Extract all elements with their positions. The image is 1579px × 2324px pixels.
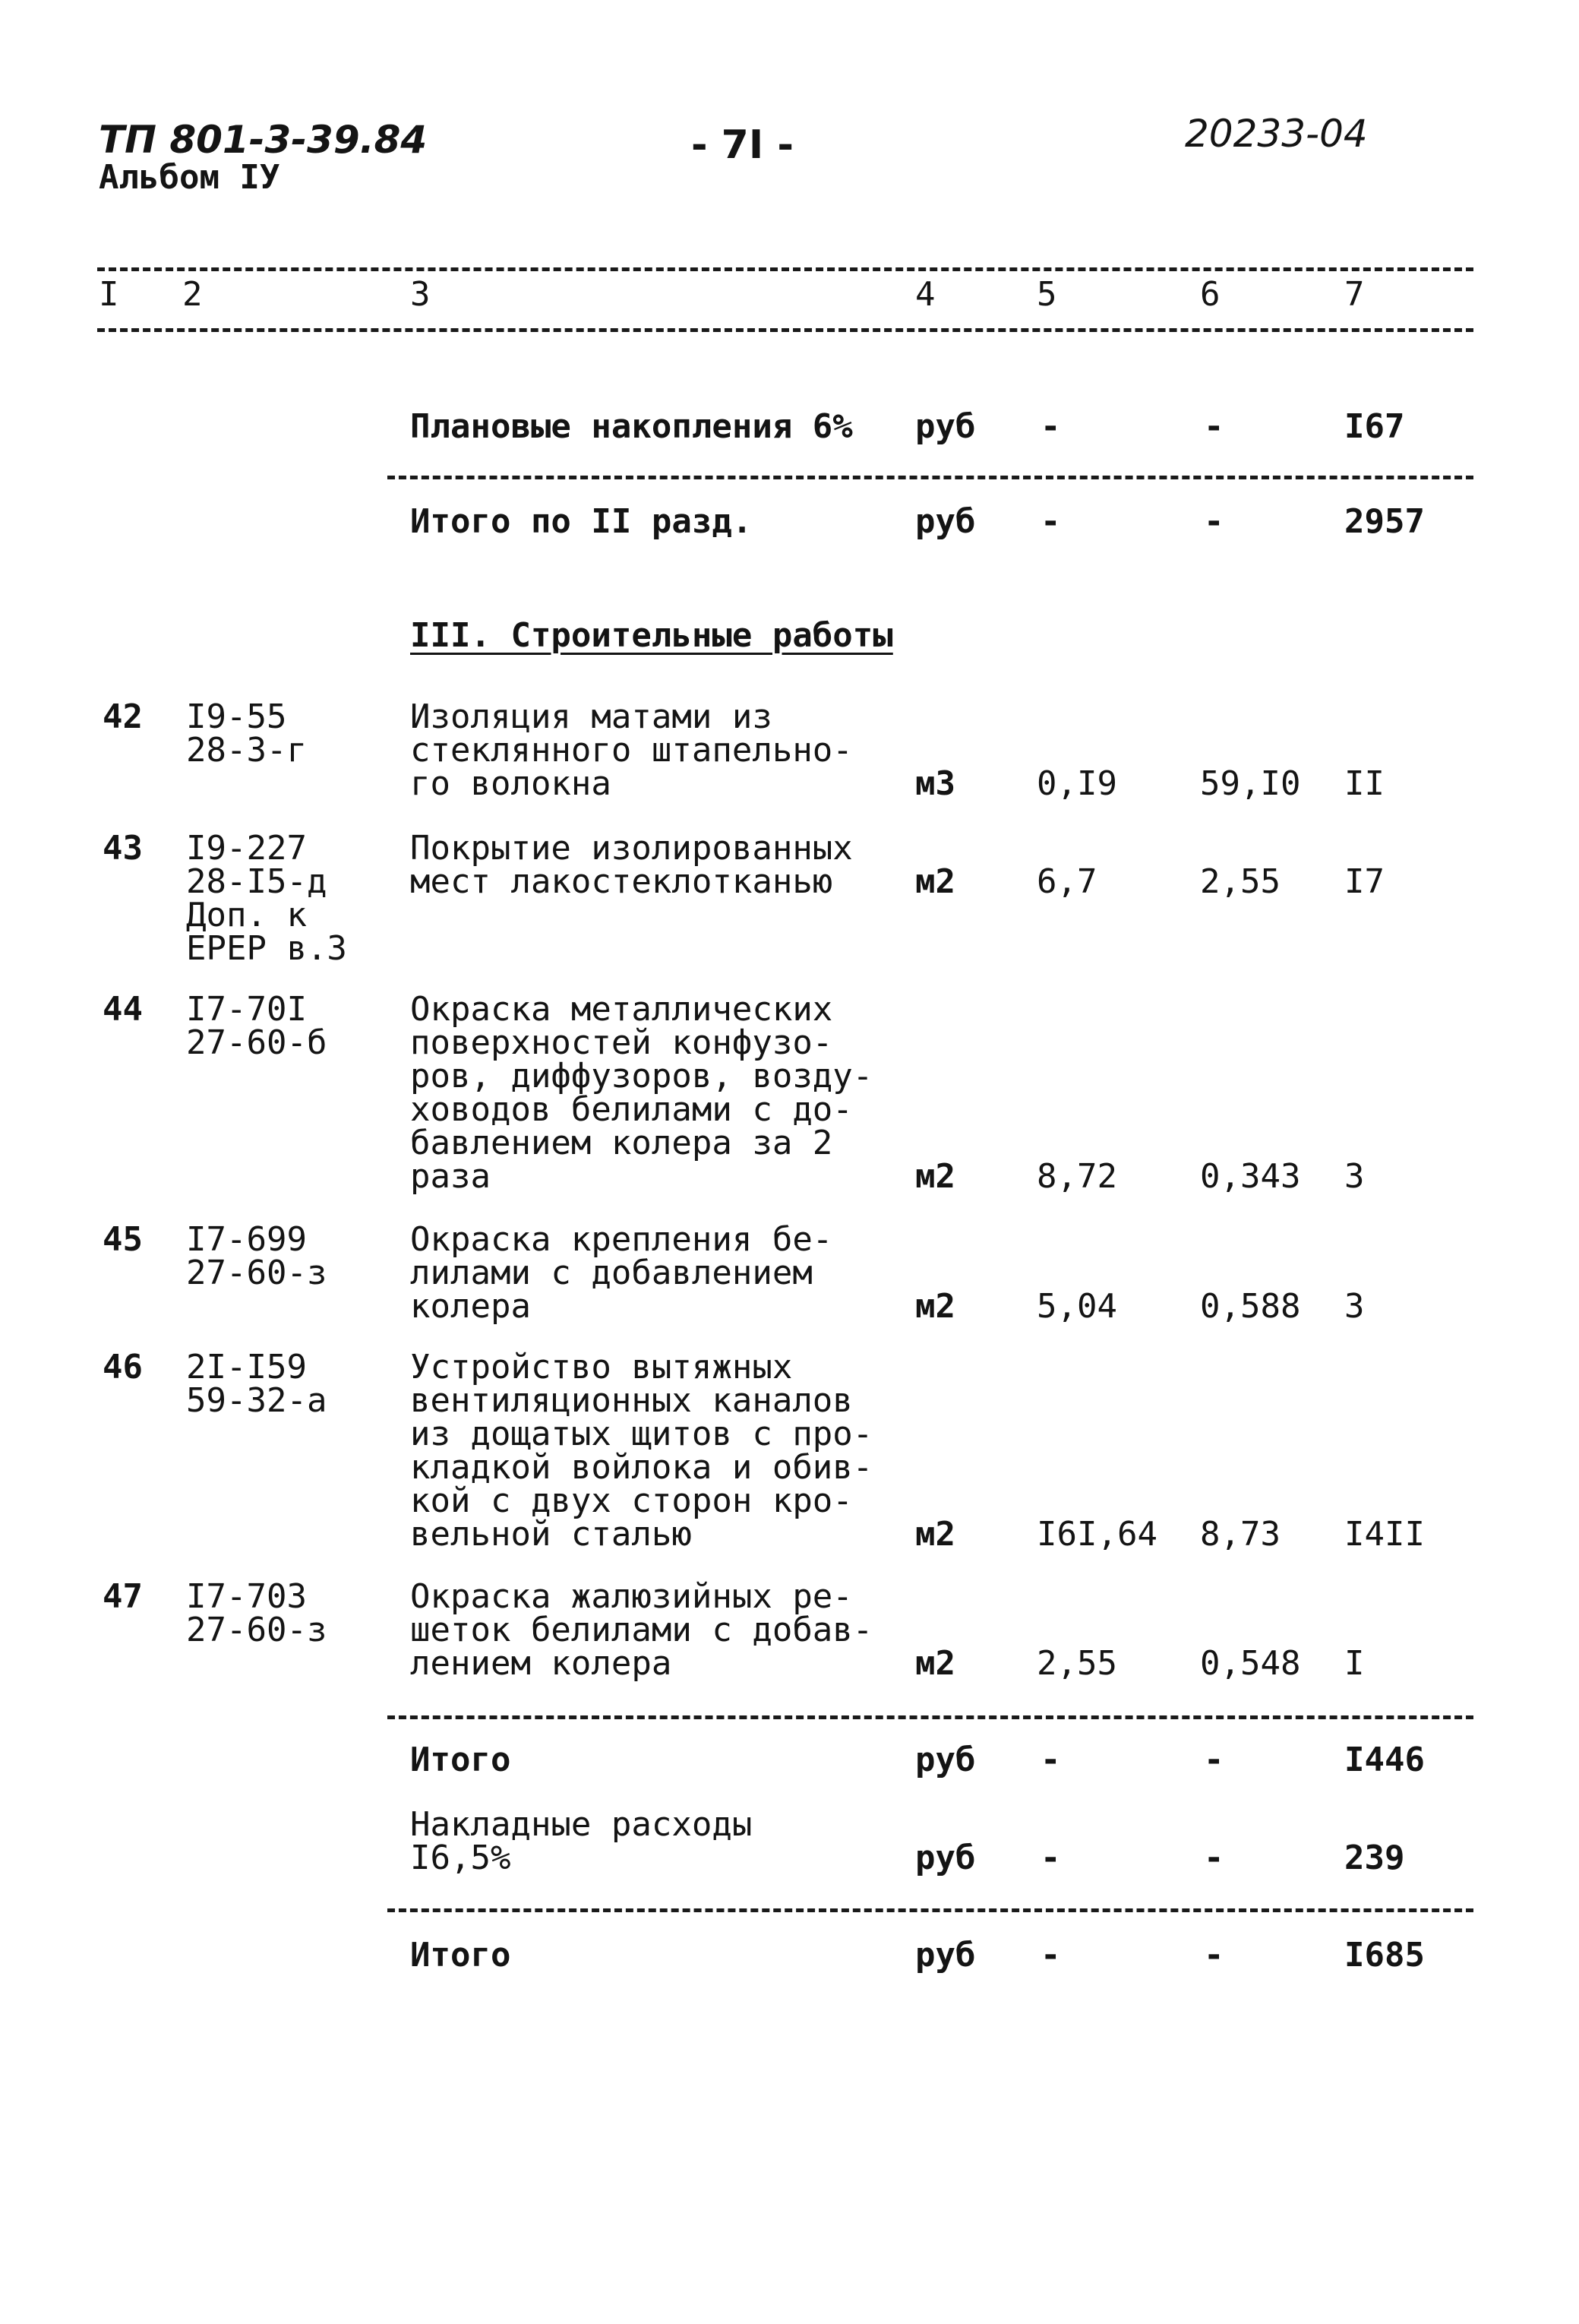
item-price: 0,548 bbox=[1200, 1644, 1301, 1683]
subtotal-label: Итого bbox=[410, 1741, 511, 1779]
subtotal-rule-1 bbox=[387, 476, 1473, 479]
item-qty: 6,7 bbox=[1037, 862, 1097, 901]
item-qty: 5,04 bbox=[1037, 1287, 1117, 1326]
planned-savings-unit: руб bbox=[915, 407, 976, 446]
item-unit: м2 bbox=[915, 1287, 955, 1326]
item-total: 3 bbox=[1344, 1157, 1365, 1196]
col-header-7: 7 bbox=[1344, 275, 1365, 314]
item-qty: I6I,64 bbox=[1037, 1515, 1157, 1554]
grand-total-value: I685 bbox=[1344, 1936, 1425, 1975]
section2-total-value: 2957 bbox=[1344, 502, 1425, 541]
subtotal-rule-2 bbox=[387, 1715, 1473, 1719]
item-num: 45 bbox=[103, 1220, 143, 1259]
item-description: Окраска крепления бе- лилами с добавлением колера bbox=[410, 1220, 833, 1326]
planned-savings-col6: - bbox=[1204, 407, 1224, 446]
item-price: 0,588 bbox=[1200, 1287, 1301, 1326]
item-total: I4II bbox=[1344, 1515, 1425, 1554]
item-num: 42 bbox=[103, 697, 143, 736]
grand-total-unit: руб bbox=[915, 1936, 976, 1975]
album-label: Альбом IУ bbox=[99, 158, 280, 197]
item-price: 0,343 bbox=[1200, 1157, 1301, 1196]
section2-total-label: Итого по II разд. bbox=[410, 502, 753, 541]
item-unit: м3 bbox=[915, 764, 955, 803]
item-description: Окраска металлических поверхностей конфузо- ров, диффузоров, возду- ховодов белилами с до- бавлением колера за 2 раза bbox=[410, 990, 873, 1196]
doc-code: ТП 801-3-39.84 bbox=[99, 118, 428, 162]
overhead-value: 239 bbox=[1344, 1839, 1405, 1877]
archive-stamp: 20233-04 bbox=[1185, 112, 1368, 156]
col-header-6: 6 bbox=[1200, 275, 1221, 314]
section2-total-unit: руб bbox=[915, 502, 976, 541]
item-code: 2I-I59 59-32-а bbox=[186, 1348, 327, 1420]
item-code: I7-703 27-60-з bbox=[186, 1577, 327, 1649]
section2-total-col5: - bbox=[1041, 502, 1061, 541]
planned-savings-col5: - bbox=[1041, 407, 1061, 446]
item-price: 8,73 bbox=[1200, 1515, 1281, 1554]
overhead-col6: - bbox=[1204, 1839, 1224, 1877]
subtotal-col6: - bbox=[1204, 1741, 1224, 1779]
header-bottom-rule bbox=[97, 328, 1473, 332]
item-qty: 2,55 bbox=[1037, 1644, 1117, 1683]
item-num: 46 bbox=[103, 1348, 143, 1386]
item-unit: м2 bbox=[915, 1157, 955, 1196]
item-total: I bbox=[1344, 1644, 1365, 1683]
overhead-unit: руб bbox=[915, 1839, 976, 1877]
col-header-2: 2 bbox=[182, 275, 203, 314]
item-description: Изоляция матами из стеклянного штапельно- го волокна bbox=[410, 697, 853, 803]
grand-total-col5: - bbox=[1041, 1936, 1061, 1975]
item-code: I9-227 28-I5-д Доп. к ЕРЕР в.3 bbox=[186, 829, 347, 968]
item-code: I7-70I 27-60-б bbox=[186, 990, 327, 1062]
grand-total-label: Итого bbox=[410, 1936, 511, 1975]
subtotal-value: I446 bbox=[1344, 1741, 1425, 1779]
header-top-rule bbox=[97, 267, 1473, 271]
overhead-label: Накладные расходы I6,5% bbox=[410, 1805, 753, 1877]
grand-total-col6: - bbox=[1204, 1936, 1224, 1975]
item-price: 2,55 bbox=[1200, 862, 1281, 901]
section2-total-col6: - bbox=[1204, 502, 1224, 541]
item-qty: 0,I9 bbox=[1037, 764, 1117, 803]
col-header-3: 3 bbox=[410, 275, 431, 314]
planned-savings-total: I67 bbox=[1344, 407, 1405, 446]
section-title: III. Строительные работы bbox=[410, 616, 893, 655]
item-price: 59,I0 bbox=[1200, 764, 1301, 803]
item-num: 44 bbox=[103, 990, 143, 1029]
item-code: I7-699 27-60-з bbox=[186, 1220, 327, 1292]
item-total: I7 bbox=[1344, 862, 1385, 901]
item-unit: м2 bbox=[915, 1515, 955, 1554]
item-total: 3 bbox=[1344, 1287, 1365, 1326]
page-number: - 7I - bbox=[691, 122, 794, 168]
item-qty: 8,72 bbox=[1037, 1157, 1117, 1196]
item-num: 47 bbox=[103, 1577, 143, 1616]
item-total: II bbox=[1344, 764, 1385, 803]
col-header-4: 4 bbox=[915, 275, 936, 314]
subtotal-col5: - bbox=[1041, 1741, 1061, 1779]
col-header-1: I bbox=[99, 275, 119, 314]
item-num: 43 bbox=[103, 829, 143, 868]
item-unit: м2 bbox=[915, 1644, 955, 1683]
subtotal-unit: руб bbox=[915, 1741, 976, 1779]
overhead-col5: - bbox=[1041, 1839, 1061, 1877]
planned-savings-label: Плановые накопления 6% bbox=[410, 407, 853, 446]
item-code: I9-55 28-3-г bbox=[186, 697, 307, 770]
col-header-5: 5 bbox=[1037, 275, 1057, 314]
item-description: Покрытие изолированных мест лакостеклотканью bbox=[410, 829, 853, 901]
item-unit: м2 bbox=[915, 862, 955, 901]
subtotal-rule-3 bbox=[387, 1908, 1473, 1912]
item-description: Окраска жалюзийных ре- шеток белилами с добав- лением колера bbox=[410, 1577, 873, 1683]
item-description: Устройство вытяжных вентиляционных каналов из дощатых щитов с про- кладкой войлока и обив- кой с двух сторон кро- вельной сталью bbox=[410, 1348, 873, 1554]
